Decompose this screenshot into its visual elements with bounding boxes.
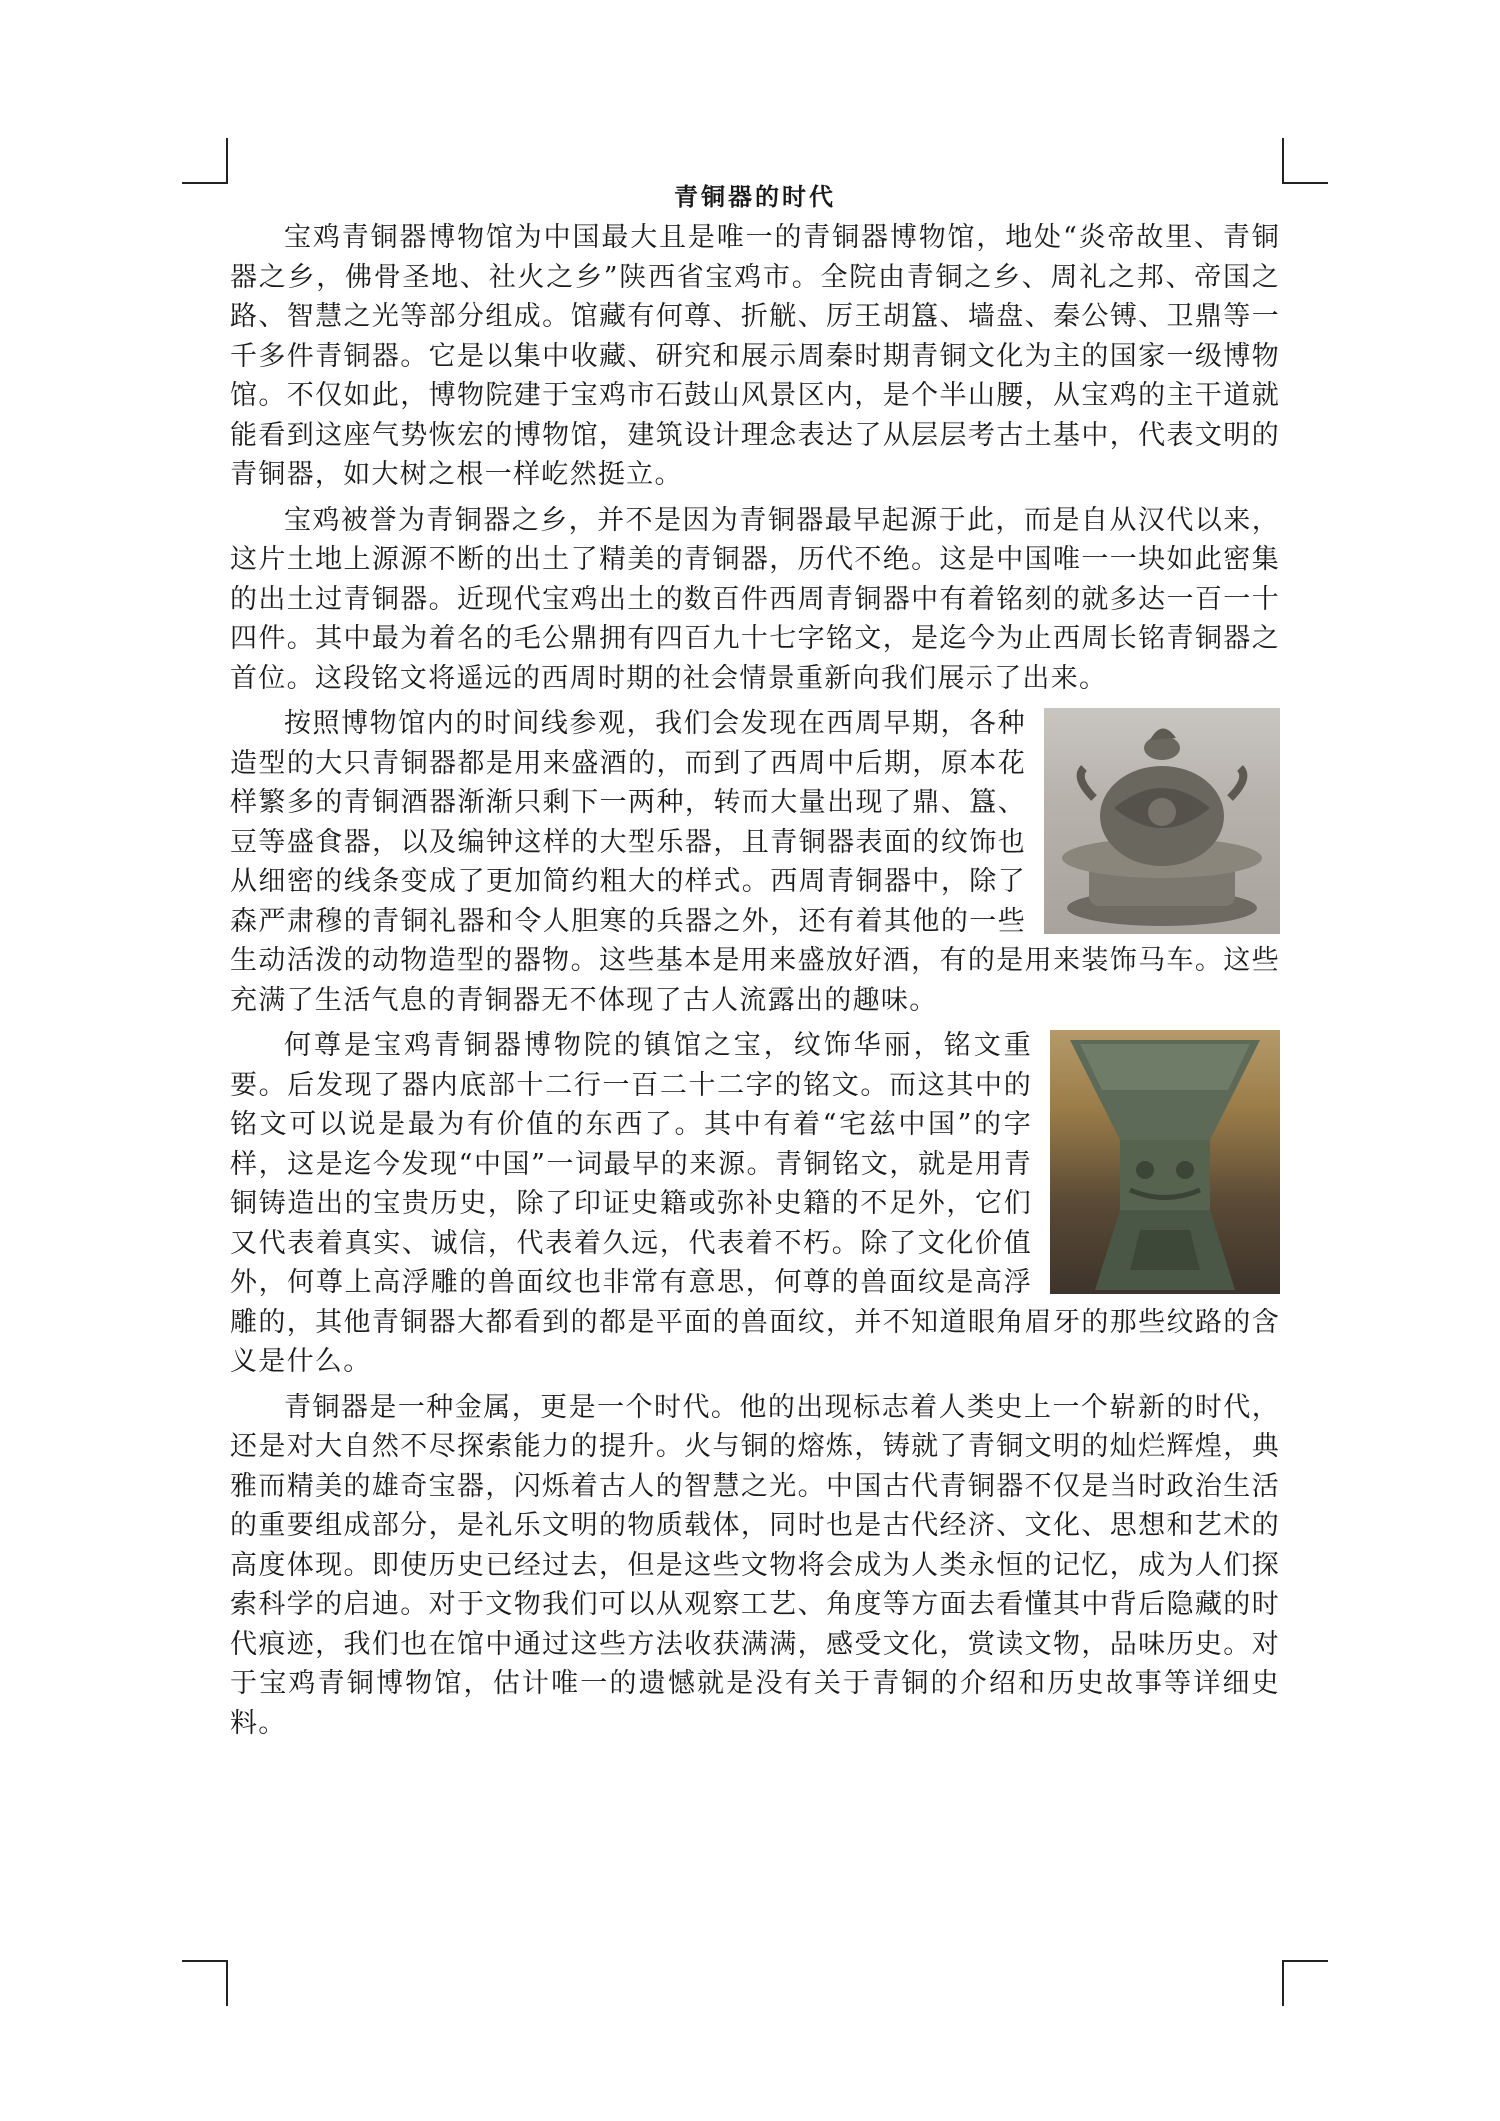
paragraph-4: 何尊是宝鸡青铜器博物院的镇馆之宝，纹饰华丽，铭文重要。后发现了器内底部十二行一百二十二字的铭文。而这其中的铭文可以说是最为有价值的东西了。其中有着“宅兹中国”的字样，这是迄今发现“中国”一词最早的来源。青铜铭文，就是用青铜铸造出的宝贵历史，除了印证史籍或弥补史籍的不足外，它们又代表着真实、诚信，代表着久远，代表着不朽。除了文化价值外，何尊上高浮雕的兽面纹也非常有意思，何尊的兽面纹是高浮雕的，其他青铜器大都看到的都是平面的兽面纹，并不知道眼角眉牙的那些纹路的含义是什么。 <box>230 1030 1280 1377</box>
paragraph-3: 按照博物馆内的时间线参观，我们会发现在西周早期，各种造型的大只青铜器都是用来盛酒的，而到了西周中后期，原本花样繁多的青铜酒器渐渐只剩下一两种，转而大量出现了鼎、簋、豆等盛食器，以及编钟这样的大型乐器，且青铜器表面的纹饰也从细密的线条变成了更加简约粗大的样式。西周青铜器中，除了森严肃穆的青铜礼器和令人胆寒的兵器之外，还有着其他的一些生动活泼的动物造型的器物。这些基本是用来盛放好酒，有的是用来装饰马车。这些充满了生活气息的青铜器无不体现了古人流露出的趣味。 <box>230 708 1280 1016</box>
page-title: 青铜器的时代 <box>674 182 836 211</box>
he-zun-illustration <box>1050 1030 1280 1294</box>
paragraph-5: 青铜器是一种金属，更是一个时代。他的出现标志着人类史上一个崭新的时代，还是对大自然不尽探索能力的提升。火与铜的熔炼，铸就了青铜文明的灿烂辉煌，典雅而精美的雄奇宝器，闪烁着古人的智慧之光。中国古代青铜器不仅是当时政治生活的重要组成部分，是礼乐文明的物质载体，同时也是古代经济、文化、思想和艺术的高度体现。即使历史已经过去，但是这些文物将会成为人类永恒的记忆，成为人们探索科学的启迪。对于文物我们可以从观察工艺、角度等方面去看懂其中背后隐藏的时代痕迹，我们也在馆中通过这些方法收获满满，感受文化，赏读文物，品味历史。对于宝鸡青铜博物馆，估计唯一的遗憾就是没有关于青铜的介绍和历史故事等详细史料。 <box>230 1391 1280 1739</box>
crop-mark-bottom-left <box>182 1960 228 2006</box>
he-zun-photo <box>1050 1030 1280 1294</box>
document-page <box>230 180 1280 1749</box>
paragraph-1: 宝鸡青铜器博物馆为中国最大且是唯一的青铜器博物馆，地处“炎帝故里、青铜器之乡，佛骨圣地、社火之乡”陕西省宝鸡市。全院由青铜之乡、周礼之邦、帝国之路、智慧之光等部分组成。馆藏有何尊、折觥、厉王胡簋、墙盘、秦公镈、卫鼎等一千多件青铜器。它是以集中收藏、研究和展示周秦时期青铜文化为主的国家一级博物馆。不仅如此，博物院建于宝鸡市石鼓山风景区内，是个半山腰，从宝鸡的主干道就能看到这座气势恢宏的博物馆，建筑设计理念表达了从层层考古土基中，代表文明的青铜器，如大树之根一样屹然挺立。 <box>230 222 1280 490</box>
crop-mark-bottom-right <box>1282 1960 1328 2006</box>
bronze-vessel-illustration <box>1044 708 1280 934</box>
bronze-vessel-photo <box>1044 708 1280 934</box>
paragraph-2: 宝鸡被誉为青铜器之乡，并不是因为青铜器最早起源于此，而是自从汉代以来，这片土地上源源不断的出土了精美的青铜器，历代不绝。这是中国唯一一块如此密集的出土过青铜器。近现代宝鸡出土的数百件西周青铜器中有着铭刻的就多达一百一十四件。其中最为着名的毛公鼎拥有四百九十七字铭文，是迄今为止西周长铭青铜器之首位。这段铭文将遥远的西周时期的社会情景重新向我们展示了出来。 <box>230 504 1280 694</box>
crop-mark-top-left <box>182 138 228 184</box>
crop-mark-top-right <box>1282 138 1328 184</box>
